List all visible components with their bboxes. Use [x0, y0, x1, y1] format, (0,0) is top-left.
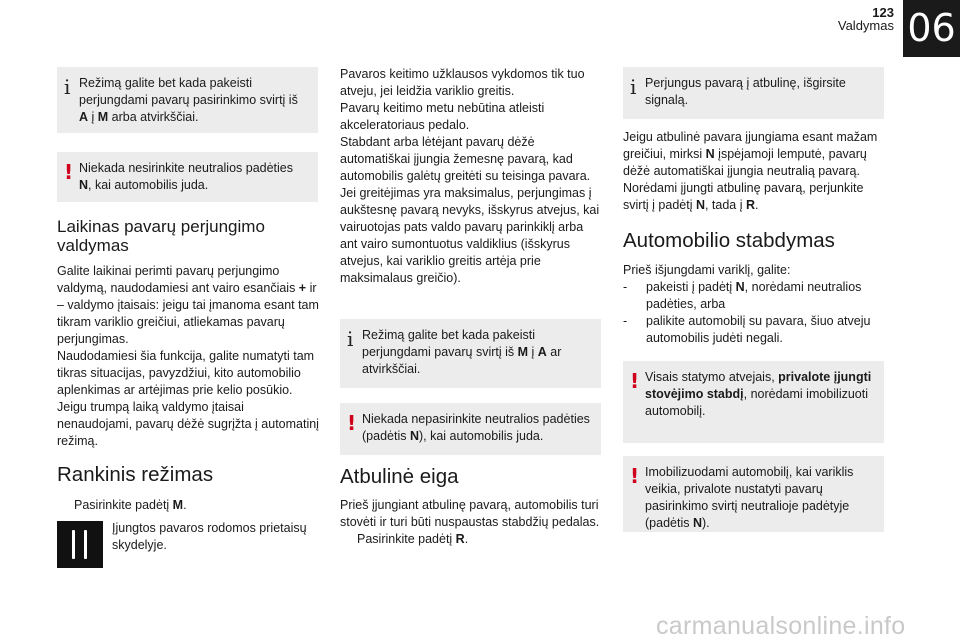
info-box-reverse-signal: i Perjungus pavarą į atbulinę, išgirsite signalą. [623, 67, 884, 119]
warning-icon: ! [630, 369, 640, 393]
warning-box-immobilize: ! Imobilizuodami automobilį, kai variklis veikia, privalote nustatyti pavarų pasirinkimo svirtį neutralioje padėtyje (padėtis N). [623, 456, 884, 532]
section-title: Valdymas [837, 18, 894, 33]
chapter-badge: 06 [903, 0, 960, 57]
watermark: carmanualsonline.info [656, 612, 906, 640]
list-item: - palikite automobilį su pavara, šiuo atveju automobilis judėti negali. [623, 314, 871, 345]
heading-manual-mode: Rankinis režimas [57, 463, 214, 486]
warning-icon: ! [630, 464, 640, 488]
manual-note: Įjungtos pavaros rodomos prietaisų skydelyje. [112, 521, 307, 552]
gear-change-text: Pavaros keitimo užklausos vykdomos tik tuo atveju, jei leidžia variklio greitis. Pavarų keitimo metu nebūtina atleisti akceleratoriaus pedalo. Stabdant arba lėtėjant pavarų dėžė automatiškai įjungia žemesnę pavarą, kad automobilis galėtų greitėti su teisinga pavara. Jei greitėjimas yra maksimalus, perjungimas į aukštesnę pavarą nevyks, išskyrus atvejus, kai vairuotojas pats valdo pavarų parinkiklį arba ant vairo sumontuotus valdiklius (išskyrus atvejus, kai variklio greitis artėja prie maksimalaus greičio). [340, 67, 600, 285]
gear-paddle-icon [57, 521, 103, 568]
temporary-control-text: Galite laikinai perimti pavarų perjungimo valdymą, naudodamiesi ant vairo esančiais + ir – valdymo įtaisais: jeigu tai įmanoma esant tam tikram variklio greičiui, atliekamas pavarų perjungimas. Naudodamiesi šia funkcija, galite numatyti tam tikras situacijas, pavyzdžiui, kito automobilio aplenkimas ar artėjimas prie kelio posūkio. Jeigu trumpą laiką valdymo įtaisai nenaudojami, pavarų dėžė sugrįžta į automatinį režimą. [57, 264, 319, 448]
list-item: - pakeisti į padėtį N, norėdami neutralios padėties, arba [623, 280, 862, 311]
stopping-text: Prieš išjungdami variklį, galite: - pakeisti į padėtį N, norėdami neutralios padėties, arba - palikite automobilį su pavara, šiuo atveju automobilis judėti negali. [623, 262, 885, 347]
info-box-mode-change-2: i Režimą galite bet kada pakeisti perjungdami pavarų svirtį iš M į A ar atvirkščiai. [340, 319, 601, 388]
info-icon: i [630, 75, 637, 99]
info-box-mode-change: i Režimą galite bet kada pakeisti perjungdami pavarų pasirinkimo svirtį iš A į M arba atvirkščiai. [57, 67, 318, 133]
warning-box-parking-brake: ! Visais statymo atvejais, privalote įjungti stovėjimo stabdį, norėdami imobilizuoti automobilį. [623, 361, 884, 443]
manual-step: Pasirinkite padėtį M. [74, 498, 187, 512]
reverse-low-speed-text: Jeigu atbulinė pavara įjungiama esant mažam greičiui, mirksi N įspėjamoji lemputė, pavarų dėžė automatiškai įjungia neutralią pavarą. Norėdami įjungti atbulinę pavarą, perjunkite svirtį į padėtį N, tada į R. [623, 130, 878, 212]
warning-icon: ! [347, 411, 357, 435]
heading-temporary-control: Laikinas pavarų perjungimo valdymas [57, 217, 265, 255]
warning-box-neutral: ! Niekada nesirinkite neutralios padėties N, kai automobilis juda. [57, 152, 318, 202]
heading-stopping: Automobilio stabdymas [623, 229, 835, 252]
info-icon: i [64, 75, 71, 99]
reverse-text: Prieš įjungiant atbulinę pavarą, automobilis turi stovėti ir turi būti nuspaustas stabdžių pedalas. Pasirinkite padėtį R. [340, 497, 602, 548]
heading-reverse: Atbulinė eiga [340, 465, 459, 488]
info-icon: i [347, 327, 354, 351]
reverse-step: Pasirinkite padėtį R. [357, 532, 469, 546]
page-number: 123 [872, 5, 894, 20]
warning-icon: ! [64, 160, 74, 184]
warning-box-neutral-2: ! Niekada nepasirinkite neutralios padėties (padėtis N), kai automobilis juda. [340, 403, 601, 455]
